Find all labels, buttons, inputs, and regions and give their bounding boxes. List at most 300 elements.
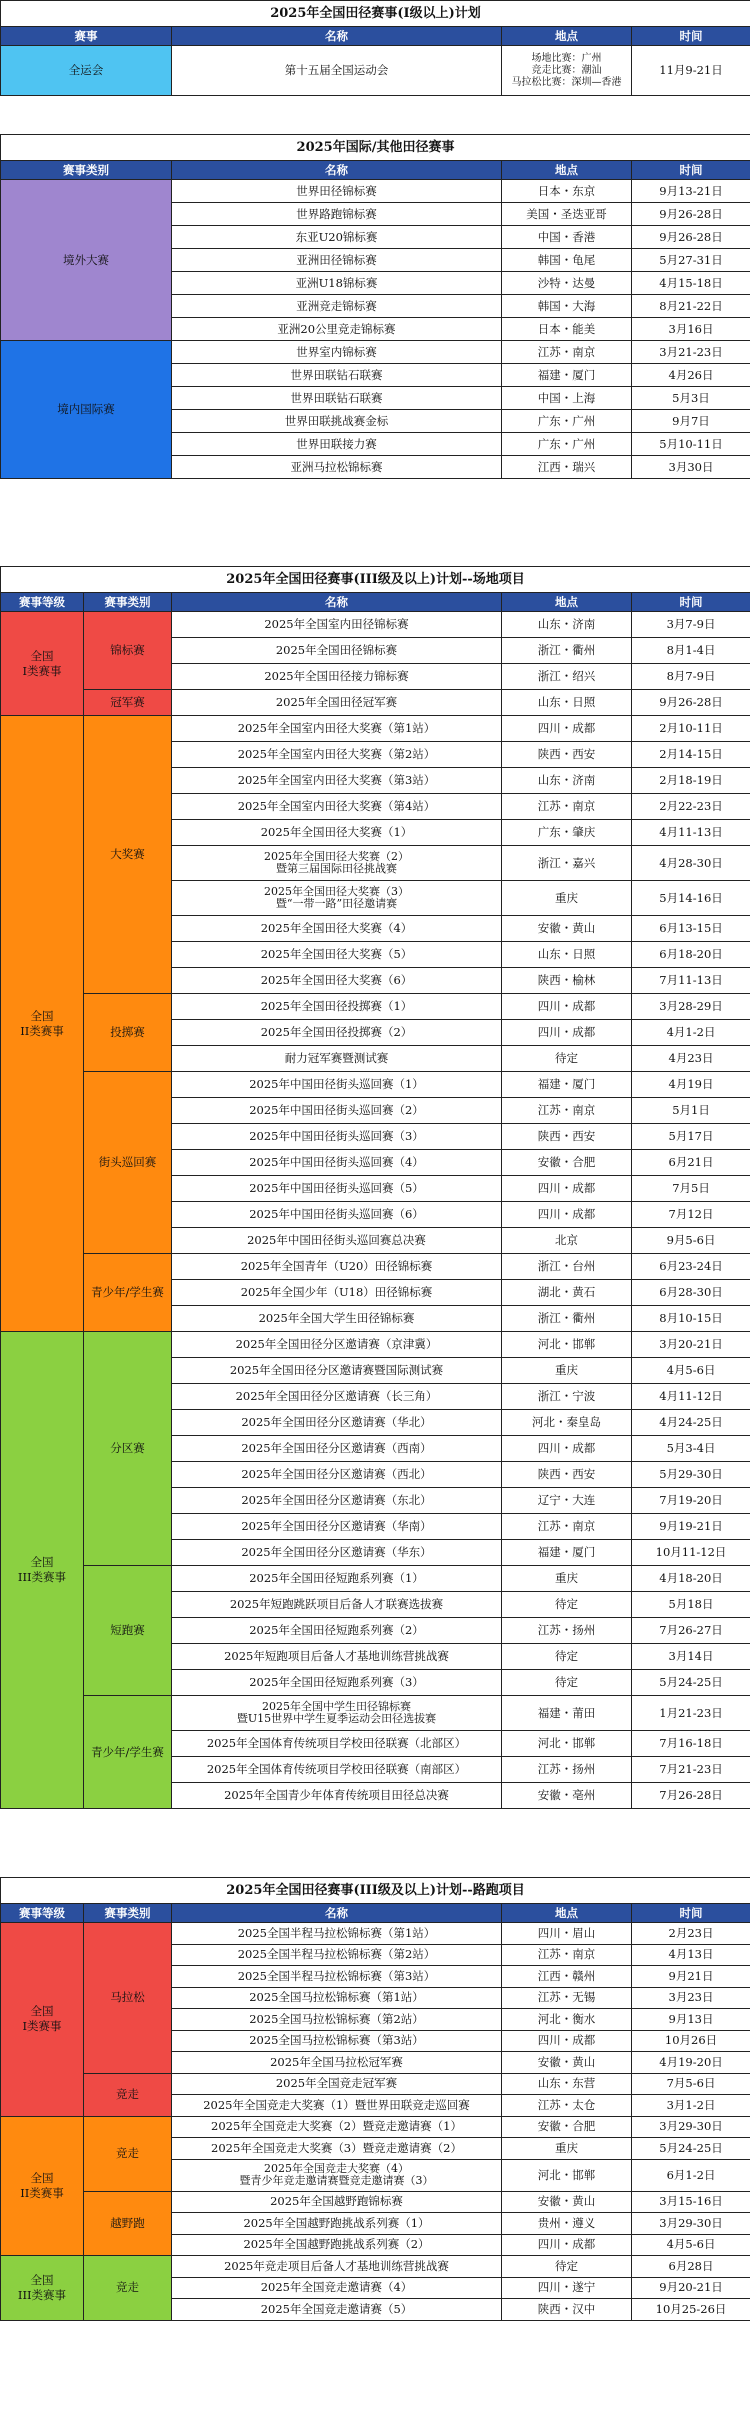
location-cell: 福建・厦门 <box>502 364 632 387</box>
location-cell: 四川・成都 <box>502 1202 632 1228</box>
table-row <box>1 1072 750 1098</box>
location-cell: 陕西・榆林 <box>502 968 632 994</box>
event-name-cell: 亚洲田径锦标赛 <box>172 249 502 272</box>
date-cell: 4月23日 <box>632 1046 750 1072</box>
event-name-cell: 2025年全国竞走邀请赛（4） <box>172 2277 502 2299</box>
event-name-cell: 2025年全国田径分区邀请赛（华南） <box>172 1514 502 1540</box>
event-name-cell: 2025年短跑跳跃项目后备人才联赛选拔赛 <box>172 1592 502 1618</box>
level-cell: 全国 II类赛事 <box>1 716 84 1332</box>
date-cell: 10月25-26日 <box>632 2299 750 2321</box>
date-cell: 3月23日 <box>632 1987 750 2009</box>
date-cell: 4月13日 <box>632 1944 750 1966</box>
event-name-cell: 2025年中国田径街头巡回赛（3） <box>172 1124 502 1150</box>
category-cell: 竞走 <box>84 2116 172 2191</box>
date-cell: 6月1-2日 <box>632 2159 750 2191</box>
category-cell: 分区赛 <box>84 1332 172 1566</box>
section-national-top-events <box>0 0 750 96</box>
table-row <box>1 180 750 203</box>
date-cell: 7月26-28日 <box>632 1783 750 1809</box>
date-cell: 5月14-16日 <box>632 881 750 916</box>
event-name-cell: 2025全国半程马拉松锦标赛（第2站） <box>172 1944 502 1966</box>
event-name-cell: 2025年全国田径大奖赛（1） <box>172 820 502 846</box>
date-cell: 10月11-12日 <box>632 1540 750 1566</box>
event-name-cell: 世界田联钻石联赛 <box>172 387 502 410</box>
event-name-cell: 2025年全国田径投掷赛（2） <box>172 1020 502 1046</box>
date-cell: 2月10-11日 <box>632 716 750 742</box>
category-cell: 投掷赛 <box>84 994 172 1072</box>
location-cell: 江苏・南京 <box>502 1098 632 1124</box>
date-cell: 5月24-25日 <box>632 1670 750 1696</box>
header-cell: 地点 <box>502 1904 632 1923</box>
location-cell: 四川・成都 <box>502 2234 632 2256</box>
event-name-cell: 2025年全国田径分区邀请赛（东北） <box>172 1488 502 1514</box>
table-row <box>1 2116 750 2138</box>
event-name-cell: 2025年全国体育传统项目学校田径联赛（南部区） <box>172 1757 502 1783</box>
location-cell: 浙江・衢州 <box>502 1306 632 1332</box>
location-cell: 陕西・西安 <box>502 1462 632 1488</box>
event-name-cell: 2025年短跑项目后备人才基地训练营挑战赛 <box>172 1644 502 1670</box>
location-cell: 日本・东京 <box>502 180 632 203</box>
category-cell: 锦标赛 <box>84 612 172 690</box>
date-cell: 5月1日 <box>632 1098 750 1124</box>
location-cell: 韩国・大海 <box>502 295 632 318</box>
event-name-cell: 2025年全国越野跑锦标赛 <box>172 2191 502 2213</box>
header-cell: 时间 <box>632 1904 750 1923</box>
event-name-cell: 2025全国马拉松锦标赛（第2站） <box>172 2009 502 2031</box>
date-cell: 9月26-28日 <box>632 690 750 716</box>
event-name-cell: 2025年全国青年（U20）田径锦标赛 <box>172 1254 502 1280</box>
event-name-cell: 世界田径锦标赛 <box>172 180 502 203</box>
date-cell: 5月24-25日 <box>632 2138 750 2160</box>
event-name-cell: 2025年全国室内田径大奖赛（第4站） <box>172 794 502 820</box>
date-cell: 4月11-13日 <box>632 820 750 846</box>
event-name-cell: 2025年中国田径街头巡回赛（6） <box>172 1202 502 1228</box>
header-cell: 名称 <box>172 27 502 46</box>
location-cell: 美国・圣迭亚哥 <box>502 203 632 226</box>
location-cell: 河北・邯郸 <box>502 1731 632 1757</box>
location-cell: 贵州・遵义 <box>502 2213 632 2235</box>
location-cell: 广东・广州 <box>502 433 632 456</box>
event-name-cell: 亚洲竞走锦标赛 <box>172 295 502 318</box>
event-name-cell: 世界田联钻石联赛 <box>172 364 502 387</box>
date-cell: 2月18-19日 <box>632 768 750 794</box>
event-name-cell: 2025年全国中学生田径锦标赛 暨U15世界中学生夏季运动会田径选拔赛 <box>172 1696 502 1731</box>
date-cell: 1月21-23日 <box>632 1696 750 1731</box>
table-s4-events <box>0 1877 750 2321</box>
date-cell: 7月5日 <box>632 1176 750 1202</box>
event-name-cell: 2025年全国田径大奖赛（4） <box>172 916 502 942</box>
event-name-cell: 2025年中国田径街头巡回赛（4） <box>172 1150 502 1176</box>
date-cell: 2月23日 <box>632 1923 750 1945</box>
event-name-cell: 2025年全国室内田径大奖赛（第3站） <box>172 768 502 794</box>
location-cell: 四川・遂宁 <box>502 2277 632 2299</box>
event-name-cell: 2025年全国竞走冠军赛 <box>172 2073 502 2095</box>
location-cell: 日本・能美 <box>502 318 632 341</box>
date-cell: 5月10-11日 <box>632 433 750 456</box>
event-name-cell: 2025年中国田径街头巡回赛总决赛 <box>172 1228 502 1254</box>
location-cell: 江苏・南京 <box>502 794 632 820</box>
event-name-cell: 亚洲马拉松锦标赛 <box>172 456 502 479</box>
event-name-cell: 2025年中国田径街头巡回赛（1） <box>172 1072 502 1098</box>
date-cell: 4月5-6日 <box>632 2234 750 2256</box>
location-cell: 福建・莆田 <box>502 1696 632 1731</box>
location-cell: 浙江・宁波 <box>502 1384 632 1410</box>
date-cell: 8月1-4日 <box>632 638 750 664</box>
section-road-running-events <box>0 1877 750 2321</box>
date-cell: 6月21日 <box>632 1150 750 1176</box>
event-name-cell: 2025年全国田径大奖赛（2） 暨第三届国际田径挑战赛 <box>172 846 502 881</box>
date-cell: 5月29-30日 <box>632 1462 750 1488</box>
location-cell: 安徽・黄山 <box>502 2052 632 2074</box>
location-cell: 河北・邯郸 <box>502 1332 632 1358</box>
location-cell: 安徽・黄山 <box>502 916 632 942</box>
category-cell: 越野跑 <box>84 2191 172 2256</box>
date-cell: 3月15-16日 <box>632 2191 750 2213</box>
location-cell: 山东・日照 <box>502 942 632 968</box>
location-cell: 沙特・达曼 <box>502 272 632 295</box>
date-cell: 9月13-21日 <box>632 180 750 203</box>
event-name-cell: 2025年竞走项目后备人才基地训练营挑战赛 <box>172 2256 502 2278</box>
date-cell: 4月11-12日 <box>632 1384 750 1410</box>
event-name-cell: 东亚U20锦标赛 <box>172 226 502 249</box>
event-name-cell: 2025年全国田径分区邀请赛（华北） <box>172 1410 502 1436</box>
location-cell: 江苏・扬州 <box>502 1757 632 1783</box>
location-cell: 四川・成都 <box>502 1176 632 1202</box>
location-cell: 江苏・无锡 <box>502 1987 632 2009</box>
category-cell: 冠军赛 <box>84 690 172 716</box>
date-cell: 4月19-20日 <box>632 2052 750 2074</box>
category-cell: 青少年/学生赛 <box>84 1696 172 1809</box>
date-cell: 6月28-30日 <box>632 1280 750 1306</box>
table-row <box>1 1696 750 1731</box>
location-cell: 江苏・太仓 <box>502 2095 632 2117</box>
section-title: 2025年全国田径赛事(III级及以上)计划--场地项目 <box>1 567 750 593</box>
location-cell: 中国・上海 <box>502 387 632 410</box>
location-cell: 河北・衡水 <box>502 2009 632 2031</box>
location-cell: 广东・广州 <box>502 410 632 433</box>
location-cell: 辽宁・大连 <box>502 1488 632 1514</box>
header-cell: 赛事类别 <box>1 161 172 180</box>
event-name-cell: 2025年全国室内田径大奖赛（第1站） <box>172 716 502 742</box>
table-row <box>1 2191 750 2213</box>
location-cell: 北京 <box>502 1228 632 1254</box>
event-name-cell: 2025年全国马拉松冠军赛 <box>172 2052 502 2074</box>
section-title: 2025年全国田径赛事(III级及以上)计划--路跑项目 <box>1 1878 750 1904</box>
table-international-events <box>0 134 750 479</box>
header-cell: 名称 <box>172 161 502 180</box>
date-cell: 6月13-15日 <box>632 916 750 942</box>
location-cell: 陕西・西安 <box>502 1124 632 1150</box>
table-top-events <box>0 0 750 96</box>
header-cell: 地点 <box>502 593 632 612</box>
event-name-cell: 2025年全国竞走大奖赛（4） 暨青少年竞走邀请赛暨竞走邀请赛（3） <box>172 2159 502 2191</box>
date-cell: 8月21-22日 <box>632 295 750 318</box>
event-name-cell: 世界田联挑战赛金标 <box>172 410 502 433</box>
header-cell: 赛事等级 <box>1 593 84 612</box>
date-cell: 9月13日 <box>632 2009 750 2031</box>
date-cell: 4月18-20日 <box>632 1566 750 1592</box>
date-cell: 4月1-2日 <box>632 1020 750 1046</box>
event-name-cell: 2025年全国越野跑挑战系列赛（1） <box>172 2213 502 2235</box>
date-cell: 8月7-9日 <box>632 664 750 690</box>
event-name-cell: 2025年全国田径投掷赛（1） <box>172 994 502 1020</box>
category-cell: 境外大赛 <box>1 180 172 341</box>
location-cell: 韩国・龟尾 <box>502 249 632 272</box>
date-cell: 5月27-31日 <box>632 249 750 272</box>
event-name-cell: 2025年全国青少年体育传统项目田径总决赛 <box>172 1783 502 1809</box>
event-name-cell: 2025年全国田径短跑系列赛（3） <box>172 1670 502 1696</box>
date-cell: 9月20-21日 <box>632 2277 750 2299</box>
table-row <box>1 2256 750 2278</box>
header-cell: 时间 <box>632 593 750 612</box>
event-name-cell: 2025年全国田径大奖赛（3） 暨“一带一路”田径邀请赛 <box>172 881 502 916</box>
date-cell: 7月16-18日 <box>632 1731 750 1757</box>
event-name-cell: 2025年全国田径大奖赛（5） <box>172 942 502 968</box>
event-name-cell: 2025年全国竞走大奖赛（3）暨竞走邀请赛（2） <box>172 2138 502 2160</box>
location-cell: 福建・厦门 <box>502 1072 632 1098</box>
date-cell: 7月11-13日 <box>632 968 750 994</box>
event-name-cell: 2025年全国越野跑挑战系列赛（2） <box>172 2234 502 2256</box>
level-cell: 全国 III类赛事 <box>1 1332 84 1809</box>
location-cell: 待定 <box>502 1670 632 1696</box>
date-cell: 9月26-28日 <box>632 226 750 249</box>
event-name-cell: 2025年全国田径短跑系列赛（2） <box>172 1618 502 1644</box>
event-name-cell: 2025年全国田径接力锦标赛 <box>172 664 502 690</box>
date-cell: 4月28-30日 <box>632 846 750 881</box>
location-cell: 江苏・南京 <box>502 1514 632 1540</box>
location-cell: 江苏・扬州 <box>502 1618 632 1644</box>
date-cell: 4月26日 <box>632 364 750 387</box>
location-cell: 四川・成都 <box>502 994 632 1020</box>
event-name-cell: 2025年全国大学生田径锦标赛 <box>172 1306 502 1332</box>
date-cell: 5月3-4日 <box>632 1436 750 1462</box>
event-name-cell: 2025年全国田径分区邀请赛（西南） <box>172 1436 502 1462</box>
location-cell: 江苏・南京 <box>502 1944 632 1966</box>
section-title: 2025年全国田径赛事(I级以上)计划 <box>1 1 750 27</box>
event-name-cell: 2025年中国田径街头巡回赛（2） <box>172 1098 502 1124</box>
event-name-cell: 2025年全国田径分区邀请赛暨国际测试赛 <box>172 1358 502 1384</box>
category-cell: 境内国际赛 <box>1 341 172 479</box>
date-cell: 3月29-30日 <box>632 2213 750 2235</box>
date-cell: 7月26-27日 <box>632 1618 750 1644</box>
location-cell: 待定 <box>502 1644 632 1670</box>
date-cell: 3月1-2日 <box>632 2095 750 2117</box>
date-cell: 9月5-6日 <box>632 1228 750 1254</box>
location-cell: 山东・日照 <box>502 690 632 716</box>
table-row <box>1 1332 750 1358</box>
category-cell: 竞走 <box>84 2073 172 2116</box>
table-row <box>1 612 750 638</box>
location-cell: 湖北・黄石 <box>502 1280 632 1306</box>
event-name-cell: 亚洲U18锦标赛 <box>172 272 502 295</box>
event-name-cell: 2025年全国室内田径大奖赛（第2站） <box>172 742 502 768</box>
location-cell: 安徽・黄山 <box>502 2191 632 2213</box>
location-cell: 山东・济南 <box>502 768 632 794</box>
header-cell: 地点 <box>502 27 632 46</box>
location-cell: 四川・眉山 <box>502 1923 632 1945</box>
event-name-cell: 2025年全国体育传统项目学校田径联赛（北部区） <box>172 1731 502 1757</box>
date-cell: 6月28日 <box>632 2256 750 2278</box>
table-row <box>1 994 750 1020</box>
category-cell: 大奖赛 <box>84 716 172 994</box>
location-cell: 广东・肇庆 <box>502 820 632 846</box>
location-cell: 江西・瑞兴 <box>502 456 632 479</box>
event-name-cell: 2025全国半程马拉松锦标赛（第1站） <box>172 1923 502 1945</box>
location-cell: 重庆 <box>502 881 632 916</box>
location-cell: 安徽・亳州 <box>502 1783 632 1809</box>
date-cell: 8月10-15日 <box>632 1306 750 1332</box>
date-cell: 7月12日 <box>632 1202 750 1228</box>
event-name-cell: 世界路跑锦标赛 <box>172 203 502 226</box>
header-cell: 地点 <box>502 161 632 180</box>
location-cell: 山东・济南 <box>502 612 632 638</box>
location-cell: 重庆 <box>502 1566 632 1592</box>
event-name-cell: 世界田联接力赛 <box>172 433 502 456</box>
table-row <box>1 690 750 716</box>
date-cell: 6月18-20日 <box>632 942 750 968</box>
event-name-cell: 亚洲20公里竞走锦标赛 <box>172 318 502 341</box>
date-cell: 5月17日 <box>632 1124 750 1150</box>
date-cell: 3月30日 <box>632 456 750 479</box>
location-cell: 江西・赣州 <box>502 1966 632 1988</box>
header-cell: 赛事类别 <box>84 593 172 612</box>
event-name-cell: 2025年全国竞走邀请赛（5） <box>172 2299 502 2321</box>
event-name-cell: 2025年全国田径锦标赛 <box>172 638 502 664</box>
date-cell: 9月26-28日 <box>632 203 750 226</box>
location-cell: 陕西・西安 <box>502 742 632 768</box>
table-row <box>1 716 750 742</box>
date-cell: 2月22-23日 <box>632 794 750 820</box>
event-name-cell: 2025年全国竞走大奖赛（1）暨世界田联竞走巡回赛 <box>172 2095 502 2117</box>
date-cell: 4月19日 <box>632 1072 750 1098</box>
event-name-cell: 第十五届全国运动会 <box>172 46 502 96</box>
date-cell: 5月18日 <box>632 1592 750 1618</box>
location-cell: 重庆 <box>502 1358 632 1384</box>
event-name-cell: 2025年全国田径分区邀请赛（西北） <box>172 1462 502 1488</box>
level-cell: 全国 I类赛事 <box>1 1923 84 2117</box>
location-cell: 浙江・绍兴 <box>502 664 632 690</box>
category-cell: 竞走 <box>84 2256 172 2321</box>
location-cell: 待定 <box>502 2256 632 2278</box>
location-cell: 河北・邯郸 <box>502 2159 632 2191</box>
location-cell: 河北・秦皇岛 <box>502 1410 632 1436</box>
location-cell: 山东・东营 <box>502 2073 632 2095</box>
event-name-cell: 2025全国马拉松锦标赛（第3站） <box>172 2030 502 2052</box>
date-cell: 4月5-6日 <box>632 1358 750 1384</box>
table-row <box>1 1566 750 1592</box>
level-cell: 全国 II类赛事 <box>1 2116 84 2256</box>
section-track-field-events <box>0 566 750 1809</box>
location-cell: 浙江・嘉兴 <box>502 846 632 881</box>
location-cell: 陕西・汉中 <box>502 2299 632 2321</box>
location-cell: 安徽・合肥 <box>502 2116 632 2138</box>
event-name-cell: 2025年全国田径冠军赛 <box>172 690 502 716</box>
event-name-cell: 耐力冠军赛暨测试赛 <box>172 1046 502 1072</box>
event-name-cell: 2025年全国田径分区邀请赛（长三角） <box>172 1384 502 1410</box>
location-cell: 浙江・衢州 <box>502 638 632 664</box>
header-cell: 赛事类别 <box>84 1904 172 1923</box>
level-cell: 全国 I类赛事 <box>1 612 84 716</box>
location-cell: 江苏・南京 <box>502 341 632 364</box>
date-cell: 3月14日 <box>632 1644 750 1670</box>
category-cell: 全运会 <box>1 46 172 96</box>
date-cell: 3月28-29日 <box>632 994 750 1020</box>
event-name-cell: 世界室内锦标赛 <box>172 341 502 364</box>
event-name-cell: 2025年全国竞走大奖赛（2）暨竞走邀请赛（1） <box>172 2116 502 2138</box>
section-international-events <box>0 134 750 479</box>
table-row <box>1 1923 750 1945</box>
event-name-cell: 2025年全国田径分区邀请赛（华东） <box>172 1540 502 1566</box>
header-cell: 赛事等级 <box>1 1904 84 1923</box>
location-cell: 中国・香港 <box>502 226 632 249</box>
event-name-cell: 2025年全国室内田径锦标赛 <box>172 612 502 638</box>
date-cell: 9月21日 <box>632 1966 750 1988</box>
header-cell: 赛事 <box>1 27 172 46</box>
date-cell: 9月7日 <box>632 410 750 433</box>
date-cell: 4月24-25日 <box>632 1410 750 1436</box>
date-cell: 7月5-6日 <box>632 2073 750 2095</box>
header-cell: 时间 <box>632 27 750 46</box>
event-name-cell: 2025全国马拉松锦标赛（第1站） <box>172 1987 502 2009</box>
table-row <box>1 1254 750 1280</box>
date-cell: 10月26日 <box>632 2030 750 2052</box>
date-cell: 3月7-9日 <box>632 612 750 638</box>
location-cell: 四川・成都 <box>502 2030 632 2052</box>
date-cell: 11月9-21日 <box>632 46 750 96</box>
location-cell: 四川・成都 <box>502 1436 632 1462</box>
level-cell: 全国 III类赛事 <box>1 2256 84 2321</box>
event-name-cell: 2025年全国田径大奖赛（6） <box>172 968 502 994</box>
category-cell: 马拉松 <box>84 1923 172 2074</box>
date-cell: 3月20-21日 <box>632 1332 750 1358</box>
table-row <box>1 341 750 364</box>
date-cell: 2月14-15日 <box>632 742 750 768</box>
table-row <box>1 2073 750 2095</box>
location-cell: 重庆 <box>502 2138 632 2160</box>
date-cell: 3月29-30日 <box>632 2116 750 2138</box>
date-cell: 3月21-23日 <box>632 341 750 364</box>
date-cell: 9月19-21日 <box>632 1514 750 1540</box>
section-title: 2025年国际/其他田径赛事 <box>1 135 750 161</box>
date-cell: 4月15-18日 <box>632 272 750 295</box>
event-name-cell: 2025全国半程马拉松锦标赛（第3站） <box>172 1966 502 1988</box>
event-name-cell: 2025年全国田径分区邀请赛（京津冀） <box>172 1332 502 1358</box>
header-cell: 名称 <box>172 593 502 612</box>
category-cell: 青少年/学生赛 <box>84 1254 172 1332</box>
event-name-cell: 2025年全国田径短跑系列赛（1） <box>172 1566 502 1592</box>
location-cell: 浙江・台州 <box>502 1254 632 1280</box>
date-cell: 3月16日 <box>632 318 750 341</box>
date-cell: 5月3日 <box>632 387 750 410</box>
location-cell: 场地比赛：广州 竞走比赛：潮汕 马拉松比赛：深圳—香港 <box>502 46 632 96</box>
category-cell: 街头巡回赛 <box>84 1072 172 1254</box>
header-cell: 时间 <box>632 161 750 180</box>
location-cell: 安徽・合肥 <box>502 1150 632 1176</box>
location-cell: 待定 <box>502 1592 632 1618</box>
table-s3-events <box>0 566 750 1809</box>
event-name-cell: 2025年全国少年（U18）田径锦标赛 <box>172 1280 502 1306</box>
event-name-cell: 2025年中国田径街头巡回赛（5） <box>172 1176 502 1202</box>
location-cell: 四川・成都 <box>502 716 632 742</box>
header-cell: 名称 <box>172 1904 502 1923</box>
date-cell: 6月23-24日 <box>632 1254 750 1280</box>
location-cell: 待定 <box>502 1046 632 1072</box>
date-cell: 7月21-23日 <box>632 1757 750 1783</box>
location-cell: 福建・厦门 <box>502 1540 632 1566</box>
location-cell: 四川・成都 <box>502 1020 632 1046</box>
category-cell: 短跑赛 <box>84 1566 172 1696</box>
date-cell: 7月19-20日 <box>632 1488 750 1514</box>
